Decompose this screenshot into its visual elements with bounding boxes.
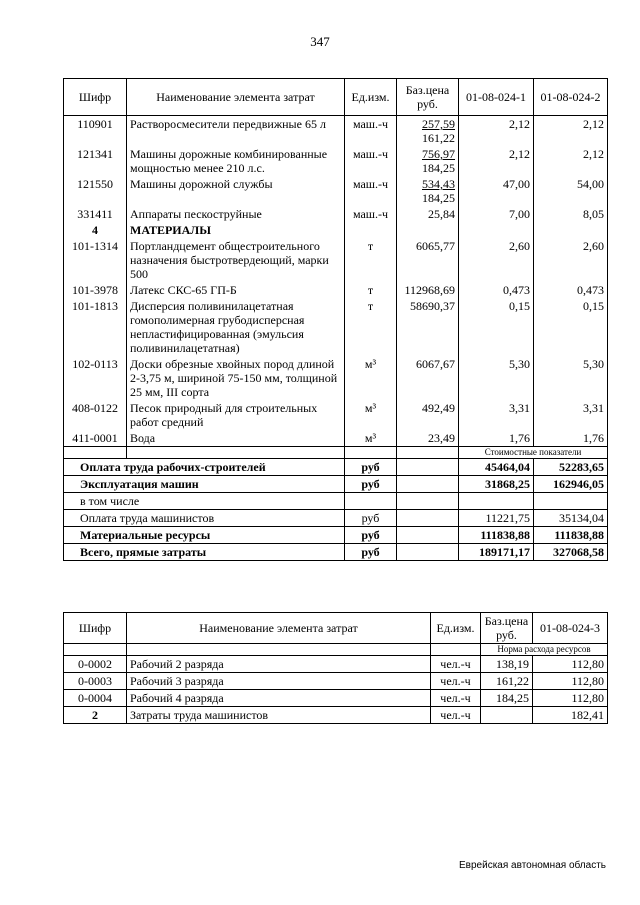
col-header-code: Шифр [64, 79, 127, 116]
page-number: 347 [310, 34, 330, 49]
summary-value-024-1: 45464,04 [459, 459, 534, 476]
caption-row [64, 447, 608, 459]
summary-name: Всего, прямые затраты [64, 544, 345, 561]
summary-unit [345, 493, 397, 510]
row-value-024-1: 0,473 [459, 282, 534, 298]
summary-row [64, 527, 608, 544]
row-unit: чел.-ч [431, 656, 481, 673]
row-code: 0-0004 [64, 690, 127, 707]
row-price-value: 112968,69 [404, 283, 455, 297]
row-value-024-2: 3,31 [534, 400, 608, 430]
row-price: 161,22 [481, 673, 533, 690]
row-value-024-2: 54,00 [534, 176, 608, 206]
table1-header-row [64, 79, 608, 116]
row-value-024-2 [534, 222, 608, 238]
row-code: 121341 [64, 146, 127, 176]
row-name: Рабочий 3 разряда [127, 673, 431, 690]
row-value-024-1: 2,12 [459, 116, 534, 147]
summary-name: Эксплуатация машин [64, 476, 345, 493]
row-value-024-2: 2,12 [534, 116, 608, 147]
row-price-value: 25,84 [428, 207, 455, 221]
table-row [64, 176, 608, 206]
cost-indicators-caption: Стоимостные показатели [459, 447, 608, 459]
summary-empty [397, 544, 459, 561]
caption-empty-cell [127, 644, 431, 656]
caption-empty-cell [397, 447, 459, 459]
row-name: Латекс СКС-65 ГП-Б [127, 282, 345, 298]
row-unit: маш.-ч [345, 206, 397, 222]
row-name: Машины дорожные комбинированные мощностью менее 210 л.с. [127, 146, 345, 176]
row-price [397, 282, 459, 298]
row-unit: маш.-ч [345, 146, 397, 176]
table-row [64, 146, 608, 176]
row-unit: т [345, 282, 397, 298]
row-price [397, 116, 459, 147]
row-unit: т [345, 238, 397, 282]
row-price [397, 176, 459, 206]
summary-unit: руб [345, 476, 397, 493]
row-unit: чел.-ч [431, 673, 481, 690]
table-row [64, 673, 608, 690]
row-unit: м³ [345, 356, 397, 400]
table-row [64, 298, 608, 356]
row-value-024-1: 47,00 [459, 176, 534, 206]
summary-empty [397, 493, 459, 510]
row-code: 0-0002 [64, 656, 127, 673]
row-code: 4 [64, 222, 127, 238]
row-value-024-2: 1,76 [534, 430, 608, 447]
t2-col-header-name: Наименование элемента затрат [127, 613, 431, 644]
table2-header-row [64, 613, 608, 644]
row-unit: м³ [345, 430, 397, 447]
row-code: 331411 [64, 206, 127, 222]
row-name: Рабочий 4 разряда [127, 690, 431, 707]
row-unit: т [345, 298, 397, 356]
row-name: Растворосмесители передвижные 65 л [127, 116, 345, 147]
row-price-value: 257,59 [422, 117, 455, 131]
row-price-value: 58690,37 [410, 299, 455, 313]
table-row [64, 222, 608, 238]
row-value-024-3: 182,41 [533, 707, 608, 724]
summary-empty [397, 527, 459, 544]
caption-empty-cell [345, 447, 397, 459]
caption-empty-cell [127, 447, 345, 459]
caption-empty-cell [64, 447, 127, 459]
col-header-price: Баз.цена руб. [397, 79, 459, 116]
row-price [481, 707, 533, 724]
t2-col-header-024-3: 01-08-024-3 [533, 613, 608, 644]
row-value-024-2: 0,15 [534, 298, 608, 356]
col-header-024-1: 01-08-024-1 [459, 79, 534, 116]
row-name: МАТЕРИАЛЫ [127, 222, 345, 238]
summary-value-024-2: 162946,05 [534, 476, 608, 493]
row-price-value: 492,49 [422, 401, 455, 415]
row-name: Песок природный для строительных работ средний [127, 400, 345, 430]
table-row [64, 400, 608, 430]
summary-value-024-1: 111838,88 [459, 527, 534, 544]
table-row [64, 238, 608, 282]
row-value-024-1: 1,76 [459, 430, 534, 447]
summary-row [64, 544, 608, 561]
row-unit: м³ [345, 400, 397, 430]
row-code: 101-3978 [64, 282, 127, 298]
cost-table-2 [63, 612, 608, 724]
row-code: 408-0122 [64, 400, 127, 430]
row-name: Аппараты пескоструйные [127, 206, 345, 222]
summary-row [64, 459, 608, 476]
col-header-name: Наименование элемента затрат [127, 79, 345, 116]
summary-unit: руб [345, 510, 397, 527]
row-value-024-2: 2,60 [534, 238, 608, 282]
row-unit: маш.-ч [345, 116, 397, 147]
row-value-024-1 [459, 222, 534, 238]
row-price-secondary: 184,25 [422, 191, 455, 205]
resource-norm-caption: Норма расхода ресурсов [481, 644, 608, 656]
row-name: Портландцемент общестроительного назначения быстротвердеющий, марки 500 [127, 238, 345, 282]
row-code: 101-1314 [64, 238, 127, 282]
summary-unit: руб [345, 544, 397, 561]
row-price [397, 238, 459, 282]
row-price [397, 298, 459, 356]
caption-empty-cell [64, 644, 127, 656]
row-price [397, 356, 459, 400]
row-name: Затраты труда машинистов [127, 707, 431, 724]
row-code: 110901 [64, 116, 127, 147]
summary-value-024-1: 31868,25 [459, 476, 534, 493]
cost-table-1 [63, 78, 608, 561]
row-unit: чел.-ч [431, 690, 481, 707]
summary-empty [397, 476, 459, 493]
row-name: Доски обрезные хвойных пород длиной 2-3,75 м, шириной 75-150 мм, толщиной 25 мм, III сорта [127, 356, 345, 400]
row-price [397, 222, 459, 238]
table-row [64, 356, 608, 400]
summary-name: Материальные ресурсы [64, 527, 345, 544]
row-code: 102-0113 [64, 356, 127, 400]
caption-row [64, 644, 608, 656]
row-value-024-1: 0,15 [459, 298, 534, 356]
row-unit: чел.-ч [431, 707, 481, 724]
row-price [397, 400, 459, 430]
row-code: 0-0003 [64, 673, 127, 690]
row-price: 184,25 [481, 690, 533, 707]
row-price: 138,19 [481, 656, 533, 673]
summary-empty [397, 510, 459, 527]
table-row [64, 116, 608, 147]
row-price-value: 6065,77 [416, 239, 455, 253]
row-value-024-1: 7,00 [459, 206, 534, 222]
summary-value-024-2: 111838,88 [534, 527, 608, 544]
summary-row [64, 476, 608, 493]
t2-col-header-code: Шифр [64, 613, 127, 644]
summary-row [64, 493, 608, 510]
row-code: 2 [64, 707, 127, 724]
col-header-unit: Ед.изм. [345, 79, 397, 116]
row-price-value: 534,43 [422, 177, 455, 191]
summary-unit: руб [345, 459, 397, 476]
summary-value-024-2: 35134,04 [534, 510, 608, 527]
table-row [64, 690, 608, 707]
row-code: 411-0001 [64, 430, 127, 447]
summary-value-024-1: 11221,75 [459, 510, 534, 527]
table-row [64, 282, 608, 298]
row-value-024-1: 3,31 [459, 400, 534, 430]
row-name: Рабочий 2 разряда [127, 656, 431, 673]
summary-name: Оплата труда машинистов [64, 510, 345, 527]
caption-empty-cell [431, 644, 481, 656]
row-name: Дисперсия поливинилацетатная гомополимерная грубодисперсная непластифицированная (эмульсия поливинилацетатная) [127, 298, 345, 356]
row-price [397, 146, 459, 176]
footer-region: Еврейская автономная область [459, 860, 606, 871]
summary-row [64, 510, 608, 527]
row-unit [345, 222, 397, 238]
summary-value-024-1 [459, 493, 534, 510]
table-row [64, 656, 608, 673]
summary-name: в том числе [64, 493, 345, 510]
row-price-value: 6067,67 [416, 357, 455, 371]
row-value-024-1: 5,30 [459, 356, 534, 400]
row-unit: маш.-ч [345, 176, 397, 206]
t2-col-header-unit: Ед.изм. [431, 613, 481, 644]
row-name: Вода [127, 430, 345, 447]
row-price-secondary: 184,25 [422, 161, 455, 175]
row-price [397, 206, 459, 222]
summary-value-024-2: 52283,65 [534, 459, 608, 476]
summary-empty [397, 459, 459, 476]
row-value-024-2: 8,05 [534, 206, 608, 222]
table-row [64, 206, 608, 222]
table-row [64, 707, 608, 724]
summary-value-024-2 [534, 493, 608, 510]
row-value-024-3: 112,80 [533, 656, 608, 673]
row-value-024-1: 2,60 [459, 238, 534, 282]
row-value-024-1: 2,12 [459, 146, 534, 176]
row-code: 101-1813 [64, 298, 127, 356]
row-value-024-2: 5,30 [534, 356, 608, 400]
summary-value-024-1: 189171,17 [459, 544, 534, 561]
row-price-value: 756,97 [422, 147, 455, 161]
row-value-024-3: 112,80 [533, 690, 608, 707]
row-price-secondary: 161,22 [422, 131, 455, 145]
row-code: 121550 [64, 176, 127, 206]
row-value-024-2: 2,12 [534, 146, 608, 176]
row-price [397, 430, 459, 447]
summary-value-024-2: 327068,58 [534, 544, 608, 561]
row-value-024-2: 0,473 [534, 282, 608, 298]
row-price-value: 23,49 [428, 431, 455, 445]
row-name: Машины дорожной службы [127, 176, 345, 206]
t2-col-header-price: Баз.цена руб. [481, 613, 533, 644]
summary-unit: руб [345, 527, 397, 544]
col-header-024-2: 01-08-024-2 [534, 79, 608, 116]
row-value-024-3: 112,80 [533, 673, 608, 690]
summary-name: Оплата труда рабочих-строителей [64, 459, 345, 476]
table-row [64, 430, 608, 447]
